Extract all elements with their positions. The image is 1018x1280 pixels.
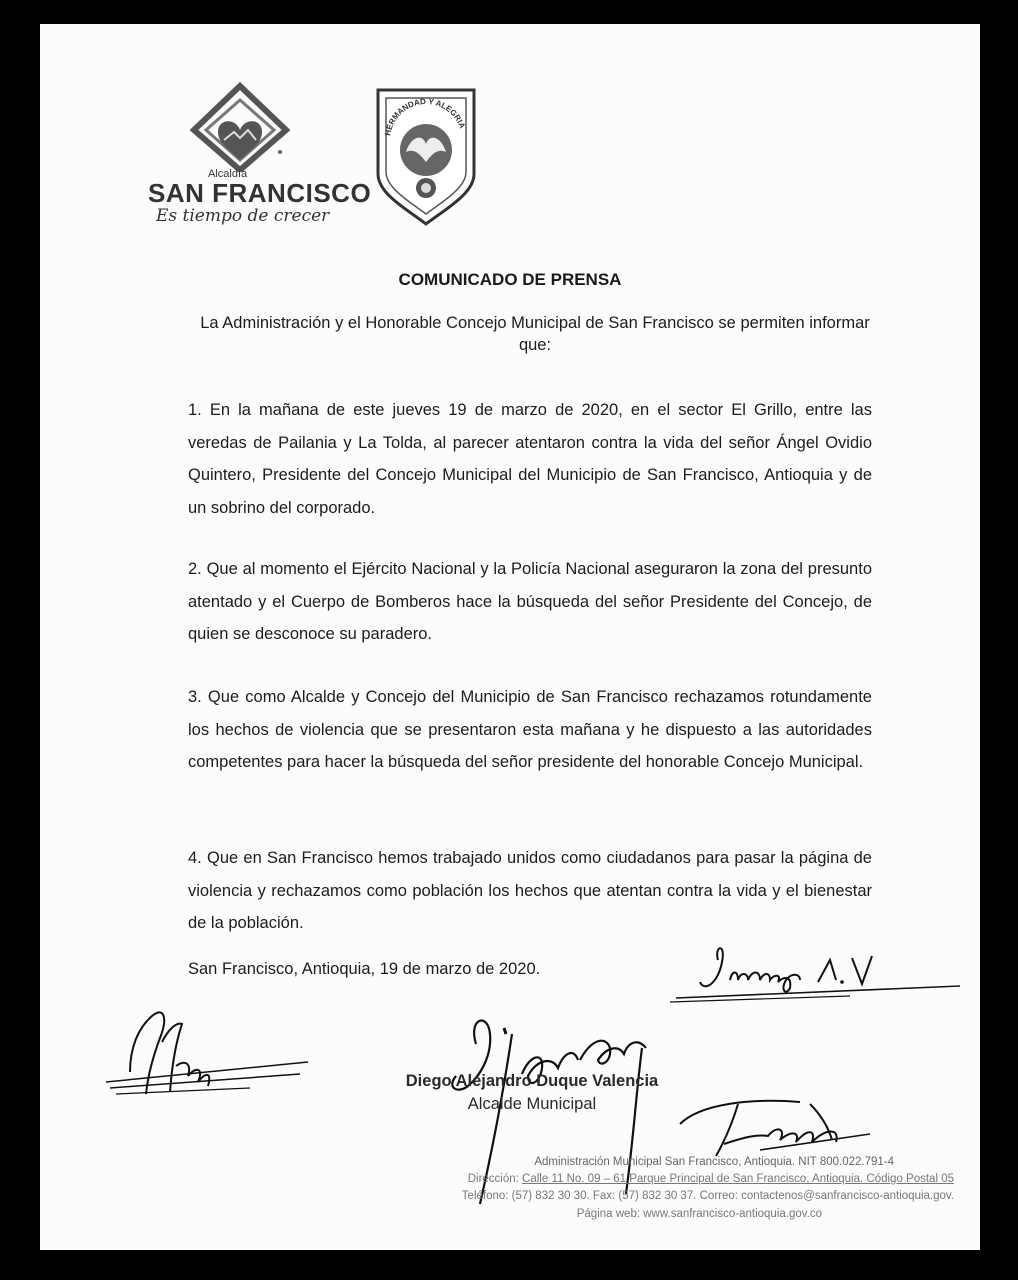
logo-tagline: Es tiempo de crecer	[156, 206, 330, 226]
logo-small-text: Alcaldía	[208, 168, 248, 180]
footer-line-1: Administración Municipal San Francisco, Antioquia. NIT 800.022.791-4	[534, 1156, 894, 1168]
document-page	[40, 24, 980, 1250]
logo-name: SAN FRANCISCO	[148, 178, 372, 208]
signature-top-right	[660, 932, 970, 1012]
mountain-heart-icon	[186, 82, 294, 172]
footer-address-label: Dirección:	[467, 1173, 523, 1185]
shield-motto: HERMANDAD Y ALEGRIA	[383, 96, 467, 137]
place-date: San Francisco, Antioquia, 19 de marzo de 2020.	[188, 960, 541, 978]
paragraph-2: 2. Que al momento el Ejército Nacional y la Policía Nacional aseguraron la zona del presunto atentado y el Cuerpo de Bomberos hace la búsqueda del señor Presidente del Concejo, de quien se desconoce su paradero.	[188, 560, 872, 643]
footer-address-value: Calle 11 No. 09 – 61 Parque Principal de San Francisco, Antioquia. Código Postal 05	[522, 1173, 954, 1185]
page-title: COMUNICADO DE PRENSA	[398, 270, 622, 289]
municipality-logo	[148, 82, 372, 242]
paragraph-3: 3. Que como Alcalde y Concejo del Municipio de San Francisco rechazamos rotundamente los hechos de violencia que se presentaron esta mañana y he dispuesto a las autoridades competentes para hacer la búsqueda del señor presidente del honorable Concejo Municipal.	[188, 688, 872, 771]
footer-address	[468, 1173, 954, 1185]
signer-name: Diego Alejandro Duque Valencia	[405, 1072, 659, 1090]
paragraph-1: 1. En la mañana de este jueves 19 de marzo de 2020, en el sector El Grillo, entre las veredas de Pailania y La Tolda, al parecer atentaron contra la vida del señor Ángel Ovidio Quintero, Presidente del Concejo Municipal del Municipio de San Francisco, Antioquia y de un sobrino del corporado.	[188, 401, 872, 517]
paragraph-4: 4. Que en San Francisco hemos trabajado unidos como ciudadanos para pasar la página de violencia y rechazamos como población los hechos que atentan contra la vida y el bienestar de la población.	[188, 849, 872, 932]
footer-website: Página web: www.sanfrancisco-antioquia.gov.co	[576, 1208, 822, 1220]
council-shield-logo	[370, 82, 482, 233]
signer-role: Alcalde Municipal	[467, 1095, 597, 1113]
intro-text: La Administración y el Honorable Concejo Municipal de San Francisco se permiten informar que:	[200, 314, 870, 354]
footer-contact: Teléfono: (57) 832 30 30. Fax: (57) 832 30 37. Correo: contactenos@sanfrancisco-antioquia.gov.	[461, 1190, 954, 1202]
